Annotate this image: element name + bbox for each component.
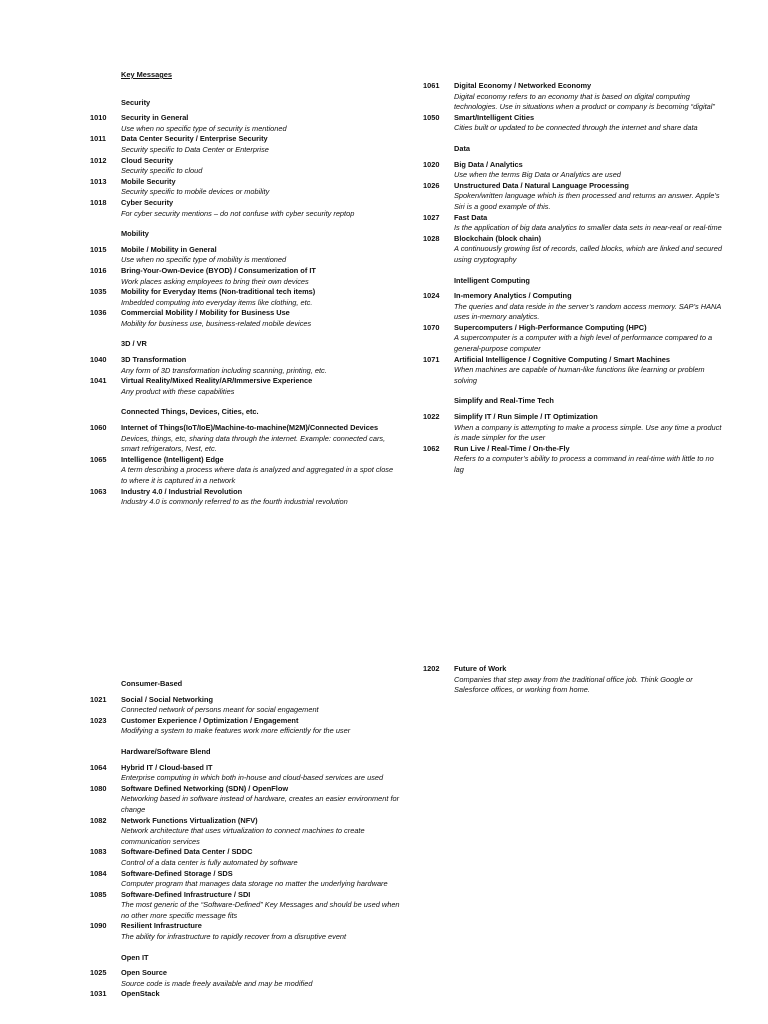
key-message-section bbox=[90, 339, 400, 397]
message-description: Is the application of big data analytics to smaller data sets in near-real or real-time bbox=[454, 223, 722, 233]
message-name: Cloud Security bbox=[121, 155, 174, 165]
message-name: In-memory Analytics / Computing bbox=[454, 291, 572, 301]
message-body bbox=[121, 134, 400, 155]
key-message-section bbox=[423, 81, 723, 134]
message-code: 1035 bbox=[90, 287, 107, 297]
message-code: 1082 bbox=[90, 815, 107, 825]
message-name: Software Defined Networking (SDN) / OpenFlow bbox=[121, 783, 289, 793]
message-body bbox=[121, 968, 400, 989]
key-message-section bbox=[90, 407, 400, 507]
message-description: Work places asking employees to bring their own devices bbox=[121, 276, 309, 286]
message-body bbox=[121, 423, 400, 455]
message-description: Devices, things, etc, sharing data through the internet. Example: connected cars, smart refrigerators, Nest, etc. bbox=[121, 433, 386, 454]
message-body bbox=[121, 847, 400, 868]
column-right-top bbox=[423, 81, 723, 486]
message-description: A supercomputer is a computer with a high level of performance compared to a general-purpose computer bbox=[454, 333, 713, 354]
key-message-entry bbox=[423, 81, 723, 113]
message-body bbox=[121, 113, 400, 134]
message-description: Networking based in software instead of hardware, creates an easier environment for change bbox=[121, 794, 400, 814]
message-description: Spoken/written language which is then processed and returns an answer. Apple’s Siri is a good example of this. bbox=[454, 191, 720, 211]
message-description: The most generic of the “Software-Defined” Key Messages and should be used when no other more specific message fits bbox=[121, 900, 400, 920]
message-description: Control of a data center is fully automated by software bbox=[121, 857, 298, 867]
message-code: 1041 bbox=[90, 376, 107, 386]
message-description: Security specific to cloud bbox=[121, 166, 203, 176]
key-message-entry bbox=[423, 113, 723, 134]
message-name: Unstructured Data / Natural Language Processing bbox=[454, 180, 629, 190]
message-description: A term describing a process where data is analyzed and aggregated in a spot close to where it is captured in a network bbox=[121, 465, 394, 485]
message-name: Software-Defined Data Center / SDDC bbox=[121, 847, 253, 857]
message-description: When machines are capable of human-like functions like learning or problem solving bbox=[454, 365, 705, 385]
message-code: 1028 bbox=[423, 233, 440, 243]
key-message-entry bbox=[90, 355, 400, 376]
message-name: Simplify IT / Run Simple / IT Optimization bbox=[454, 412, 598, 422]
column-left-bottom bbox=[90, 679, 400, 1010]
message-description: Enterprise computing in which both in-house and cloud-based services are used bbox=[121, 773, 384, 783]
message-name: Internet of Things(IoT/IoE)/Machine-to-machine(M2M)/Connected Devices bbox=[121, 423, 379, 433]
message-code: 1015 bbox=[90, 244, 107, 254]
key-message-entry bbox=[90, 113, 400, 134]
message-name: Open Source bbox=[121, 968, 167, 978]
message-body bbox=[121, 695, 400, 716]
message-description: Connected network of persons meant for social engagement bbox=[121, 705, 319, 715]
message-description: Companies that step away from the traditional office job. Think Google or Salesforce offices, or working from home. bbox=[454, 674, 693, 695]
message-name: Software-Defined Storage / SDS bbox=[121, 868, 233, 878]
message-name: Hybrid IT / Cloud-based IT bbox=[121, 762, 213, 772]
message-name: Big Data / Analytics bbox=[454, 159, 523, 169]
key-message-entry bbox=[90, 487, 400, 508]
message-code: 1202 bbox=[423, 664, 440, 673]
message-body bbox=[121, 266, 400, 287]
message-body bbox=[454, 323, 723, 355]
message-code: 1025 bbox=[90, 968, 107, 978]
message-name: Intelligence (Intelligent) Edge bbox=[121, 454, 224, 464]
message-name: Software-Defined Infrastructure / SDI bbox=[121, 889, 251, 899]
key-message-entry bbox=[90, 816, 400, 848]
message-description: Use when no specific type of mobility is mentioned bbox=[121, 255, 287, 265]
key-message-section bbox=[90, 229, 400, 329]
message-description: Digital economy refers to an economy that is based on digital computing technologies. Use in situations when a product or company is becoming “digital” bbox=[454, 91, 715, 112]
key-message-entry bbox=[423, 355, 723, 387]
message-code: 1063 bbox=[90, 486, 107, 496]
message-code: 1080 bbox=[90, 783, 107, 793]
section-heading: Security bbox=[121, 97, 151, 107]
message-body bbox=[121, 287, 400, 308]
section-heading: Simplify and Real-Time Tech bbox=[454, 396, 554, 406]
message-name: Resilient Infrastructure bbox=[121, 921, 202, 931]
key-message-section bbox=[90, 98, 400, 220]
message-name: Mobile Security bbox=[121, 176, 176, 186]
message-code: 1065 bbox=[90, 454, 107, 464]
message-name: Blockchain (block chain) bbox=[454, 233, 542, 243]
message-body bbox=[121, 989, 400, 1000]
key-message-entry bbox=[90, 455, 400, 487]
message-description: Industry 4.0 is commonly referred to as the fourth industrial revolution bbox=[121, 497, 348, 507]
key-message-section bbox=[423, 276, 723, 387]
message-body bbox=[454, 234, 723, 266]
message-body bbox=[121, 455, 400, 487]
message-description: Use when no specific type of security is mentioned bbox=[121, 123, 287, 133]
message-body bbox=[121, 198, 400, 219]
message-name: OpenStack bbox=[121, 989, 160, 999]
message-name: Future of Work bbox=[454, 664, 507, 673]
message-description: Cities built or updated to be connected through the internet and share data bbox=[454, 123, 698, 133]
key-message-entry bbox=[90, 869, 400, 890]
message-body bbox=[121, 245, 400, 266]
key-message-entry bbox=[90, 695, 400, 716]
message-name: Mobility for Everyday Items (Non-traditional tech items) bbox=[121, 287, 316, 297]
message-body bbox=[454, 412, 723, 444]
message-name: Mobile / Mobility in General bbox=[121, 244, 217, 254]
message-code: 1013 bbox=[90, 176, 107, 186]
message-description: Mobility for business use, business-related mobile devices bbox=[121, 318, 312, 328]
key-message-entry bbox=[423, 234, 723, 266]
message-description: A continuously growing list of records, called blocks, which are linked and secured using cryptography bbox=[454, 244, 722, 264]
key-message-entry bbox=[423, 412, 723, 444]
key-message-entry bbox=[90, 308, 400, 329]
key-message-entry bbox=[90, 784, 400, 816]
message-body bbox=[454, 213, 723, 234]
message-code: 1061 bbox=[423, 81, 440, 90]
section-heading: Connected Things, Devices, Cities, etc. bbox=[121, 407, 259, 417]
message-code: 1084 bbox=[90, 868, 107, 878]
message-description: Imbedded computing into everyday items like clothing, etc. bbox=[121, 297, 313, 307]
key-message-entry bbox=[90, 423, 400, 455]
key-message-entry bbox=[423, 444, 723, 476]
message-name: Digital Economy / Networked Economy bbox=[454, 81, 592, 90]
section-heading: Hardware/Software Blend bbox=[121, 746, 211, 756]
message-body bbox=[121, 355, 400, 376]
message-code: 1070 bbox=[423, 322, 440, 332]
key-message-section bbox=[90, 679, 400, 737]
key-message-entry bbox=[90, 763, 400, 784]
message-body bbox=[121, 816, 400, 848]
message-name: Bring-Your-Own-Device (BYOD) / Consumerization of IT bbox=[121, 265, 316, 275]
key-message-entry bbox=[90, 198, 400, 219]
section-heading: Consumer-Based bbox=[121, 679, 183, 688]
message-description: Source code is made freely available and may be modified bbox=[121, 978, 313, 988]
message-body bbox=[121, 156, 400, 177]
message-name: Virtual Reality/Mixed Reality/AR/Immersive Experience bbox=[121, 376, 313, 386]
message-code: 1062 bbox=[423, 443, 440, 453]
message-code: 1010 bbox=[90, 113, 107, 123]
message-name: Run Live / Real-Time / On-the-Fly bbox=[454, 443, 570, 453]
message-body bbox=[454, 81, 723, 113]
message-description: When a company is attempting to make a process simple. Use any time a product is made simpler for the user bbox=[454, 422, 722, 443]
message-code: 1022 bbox=[423, 412, 440, 422]
message-body bbox=[454, 291, 723, 323]
key-message-entry bbox=[90, 287, 400, 308]
message-body bbox=[121, 487, 400, 508]
message-name: Customer Experience / Optimization / Engagement bbox=[121, 715, 299, 725]
message-body bbox=[454, 181, 723, 213]
key-message-entry bbox=[423, 664, 723, 696]
section-heading: 3D / VR bbox=[121, 339, 147, 349]
message-body bbox=[121, 869, 400, 890]
message-name: Cyber Security bbox=[121, 197, 174, 207]
page-title: Key Messages bbox=[121, 70, 172, 79]
message-body bbox=[454, 444, 723, 476]
message-name: Industry 4.0 / Industrial Revolution bbox=[121, 486, 243, 496]
key-message-entry bbox=[90, 989, 400, 1000]
message-code: 1064 bbox=[90, 762, 107, 772]
message-name: Data Center Security / Enterprise Security bbox=[121, 134, 268, 144]
message-name: Security in General bbox=[121, 113, 189, 123]
message-description: Computer program that manages data storage no matter the underlying hardware bbox=[121, 879, 388, 889]
key-message-section bbox=[90, 747, 400, 943]
message-description: Any form of 3D transformation including scanning, printing, etc. bbox=[121, 365, 327, 375]
message-code: 1036 bbox=[90, 308, 107, 318]
message-description: The queries and data reside in the server’s random access memory. SAP’s HANA uses in-memory analytics. bbox=[454, 301, 722, 322]
key-message-entry bbox=[90, 968, 400, 989]
message-name: Artificial Intelligence / Cognitive Computing / Smart Machines bbox=[454, 354, 671, 364]
message-description: Security specific to mobile devices or mobility bbox=[121, 187, 270, 197]
message-description: Refers to a computer’s ability to process a command in real-time with little to no lag bbox=[454, 454, 714, 474]
message-code: 1018 bbox=[90, 197, 107, 207]
key-message-entry bbox=[423, 160, 723, 181]
message-code: 1023 bbox=[90, 715, 107, 725]
key-message-entry bbox=[423, 291, 723, 323]
key-message-entry bbox=[90, 245, 400, 266]
message-body bbox=[454, 160, 723, 181]
message-name: Commercial Mobility / Mobility for Business Use bbox=[121, 308, 290, 318]
message-body bbox=[454, 664, 723, 696]
message-description: For cyber security mentions – do not confuse with cyber security reptop bbox=[121, 208, 355, 218]
key-message-entry bbox=[90, 890, 400, 922]
message-name: Network Functions Virtualization (NFV) bbox=[121, 815, 258, 825]
section-heading: Intelligent Computing bbox=[454, 275, 530, 285]
message-body bbox=[121, 763, 400, 784]
key-message-section bbox=[90, 953, 400, 1000]
key-message-section bbox=[423, 664, 723, 696]
message-body bbox=[121, 890, 400, 922]
message-description: Security specific to Data Center or Enterprise bbox=[121, 144, 269, 154]
column-right-bottom bbox=[423, 664, 723, 706]
message-description: Any product with these capabilities bbox=[121, 386, 235, 396]
message-code: 1016 bbox=[90, 265, 107, 275]
key-message-entry bbox=[90, 266, 400, 287]
message-description: Network architecture that uses virtualization to connect machines to create communication services bbox=[121, 826, 365, 846]
key-message-entry bbox=[90, 376, 400, 397]
message-code: 1011 bbox=[90, 134, 107, 144]
key-message-section bbox=[423, 396, 723, 475]
key-message-entry bbox=[423, 323, 723, 355]
key-message-entry bbox=[90, 716, 400, 737]
message-code: 1012 bbox=[90, 155, 107, 165]
message-code: 1024 bbox=[423, 291, 440, 301]
message-name: Social / Social Networking bbox=[121, 694, 213, 704]
message-name: 3D Transformation bbox=[121, 355, 187, 365]
key-message-entry bbox=[423, 213, 723, 234]
message-description: Modifying a system to make features work more efficiently for the user bbox=[121, 726, 351, 736]
message-code: 1040 bbox=[90, 355, 107, 365]
message-body bbox=[121, 376, 400, 397]
message-description: Use when the terms Big Data or Analytics are used bbox=[454, 170, 621, 180]
message-code: 1050 bbox=[423, 112, 440, 122]
key-message-entry bbox=[90, 921, 400, 942]
section-heading: Open IT bbox=[121, 952, 149, 962]
message-code: 1021 bbox=[90, 694, 107, 704]
message-code: 1071 bbox=[423, 354, 440, 364]
message-code: 1083 bbox=[90, 847, 107, 857]
message-code: 1060 bbox=[90, 423, 107, 433]
message-body bbox=[121, 308, 400, 329]
message-body bbox=[121, 716, 400, 737]
message-code: 1020 bbox=[423, 159, 440, 169]
message-code: 1031 bbox=[90, 989, 107, 999]
message-description: The ability for infrastructure to rapidly recover from a disruptive event bbox=[121, 932, 347, 942]
key-message-section bbox=[423, 144, 723, 266]
key-message-entry bbox=[90, 847, 400, 868]
message-code: 1027 bbox=[423, 212, 440, 222]
key-message-entry bbox=[90, 134, 400, 155]
message-code: 1026 bbox=[423, 180, 440, 190]
key-message-entry bbox=[423, 181, 723, 213]
message-body bbox=[121, 921, 400, 942]
message-body bbox=[121, 784, 400, 816]
message-code: 1090 bbox=[90, 921, 107, 931]
message-body bbox=[454, 355, 723, 387]
column-left-top bbox=[90, 70, 400, 518]
section-heading: Mobility bbox=[121, 229, 149, 239]
message-body bbox=[121, 177, 400, 198]
message-body bbox=[454, 113, 723, 134]
key-message-entry bbox=[90, 156, 400, 177]
message-code: 1085 bbox=[90, 889, 107, 899]
key-message-entry bbox=[90, 177, 400, 198]
message-name: Supercomputers / High-Performance Computing (HPC) bbox=[454, 322, 647, 332]
message-name: Fast Data bbox=[454, 212, 488, 222]
message-name: Smart/Intelligent Cities bbox=[454, 112, 535, 122]
section-heading: Data bbox=[454, 143, 471, 153]
